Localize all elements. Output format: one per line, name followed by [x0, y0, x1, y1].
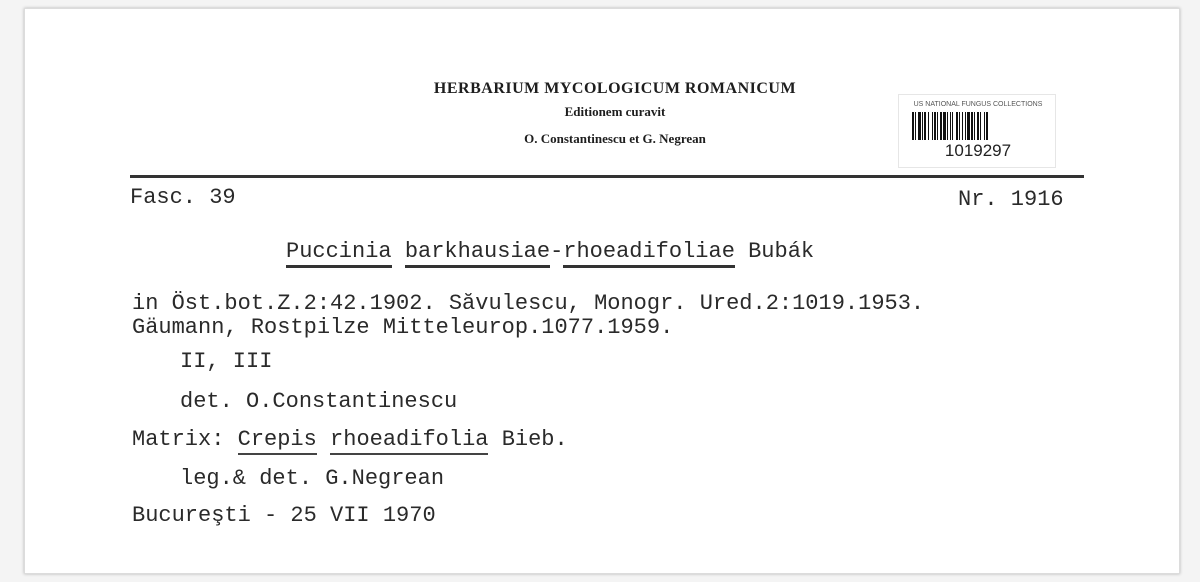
barcode-bar: [940, 112, 942, 140]
barcode-bar: [959, 112, 960, 140]
herbarium-editors: O. Constantinescu et G. Negrean: [524, 131, 706, 146]
citation-line-2: Gäumann, Rostpilze Mitteleurop.1077.1959.: [132, 315, 674, 340]
species-genus: Puccinia: [286, 239, 392, 268]
species-epithet-dash: -: [550, 239, 564, 264]
barcode-sticker: [898, 94, 1056, 168]
host-genus: Crepis: [238, 427, 317, 455]
barcode-bar: [977, 112, 979, 140]
matrix-label: Matrix:: [132, 427, 225, 452]
barcode-bar: [928, 112, 929, 140]
barcode-bar: [943, 112, 946, 140]
barcode-bar: [974, 112, 975, 140]
species-epithet-part2: rhoeadifoliae: [563, 239, 735, 268]
header-divider: [130, 175, 1084, 178]
fascicle-number: Fasc. 39: [130, 185, 236, 210]
barcode-bar: [918, 112, 921, 140]
barcode-number: 1019297: [944, 141, 1012, 160]
barcode-bar: [986, 112, 988, 140]
barcode-bar: [922, 112, 923, 140]
barcode-bar: [915, 112, 916, 140]
barcode-bar: [947, 112, 948, 140]
barcode-bar: [950, 112, 951, 140]
species-name: [286, 240, 814, 264]
spore-stages: II, III: [180, 349, 273, 374]
matrix-line: [132, 428, 568, 452]
barcode-caption: US NATIONAL FUNGUS COLLECTIONS: [913, 101, 1043, 108]
barcode-icon: [912, 112, 1044, 140]
barcode-bar: [934, 112, 936, 140]
species-epithet-part1: barkhausiae: [405, 239, 550, 268]
barcode-bar: [937, 112, 938, 140]
barcode-bar: [965, 112, 966, 140]
barcode-bar: [967, 112, 970, 140]
barcode-bar: [984, 112, 985, 140]
barcode-bar: [952, 112, 953, 140]
barcode-bar: [962, 112, 963, 140]
citation-line-1: in Öst.bot.Z.2:42.1902. Săvulescu, Monogr. Ured.2:1019.1953.: [132, 291, 925, 316]
barcode-bar: [932, 112, 933, 140]
determiner: det. O.Constantinescu: [180, 389, 458, 414]
species-author: Bubák: [748, 239, 815, 264]
collector-determiner: leg.& det. G.Negrean: [180, 466, 445, 491]
herbarium-title: HERBARIUM MYCOLOGICUM ROMANICUM: [433, 80, 797, 97]
barcode-bar: [924, 112, 926, 140]
barcode-bar: [956, 112, 958, 140]
barcode-bar: [980, 112, 981, 140]
exsiccata-number: Nr. 1916: [958, 187, 1064, 212]
host-epithet: rhoeadifolia: [330, 427, 488, 455]
herbarium-subtitle: Editionem curavit: [564, 104, 666, 119]
locality-date: Bucureşti - 25 VII 1970: [132, 503, 436, 528]
barcode-bar: [912, 112, 914, 140]
host-author: Bieb.: [501, 427, 568, 452]
barcode-bar: [971, 112, 973, 140]
